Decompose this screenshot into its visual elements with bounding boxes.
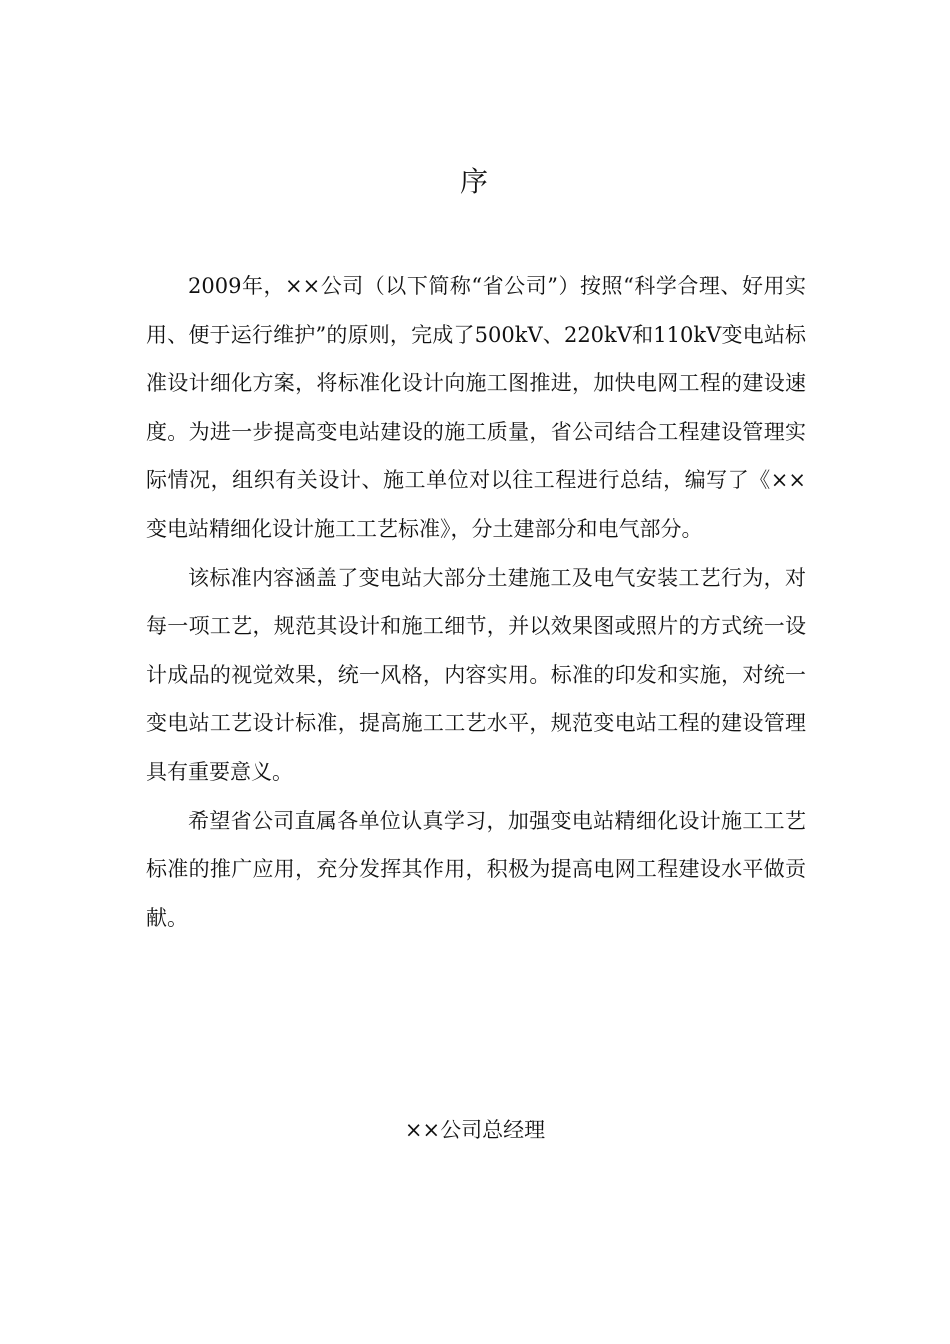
paragraph-2: 该标准内容涵盖了变电站大部分土建施工及电气安装工艺行为，对每一项工艺，规范其设计和施工细节，并以效果图或照片的方式统一设计成品的视觉效果，统一风格，内容实用。标准的印发和实施，对统一变电站工艺设计标准，提高施工工艺水平，规范变电站工程的建设管理具有重要意义。 [146,565,806,784]
signature: ××公司总经理 [404,1118,546,1142]
paragraph-1: 2009年，××公司（以下简称“省公司”）按照“科学合理、好用实用、便于运行维护”的原则，完成了500kV、220kV和110kV变电站标准设计细化方案，将标准化设计向施工图推进，加快电网工程的建设速度。为进一步提高变电站建设的施工质量，省公司结合工程建设管理实际情况，组织有关设计、施工单位对以往工程进行总结，编写了《××变电站精细化设计施工工艺标准》，分土建部分和电气部分。 [146,274,806,541]
paragraph-3: 希望省公司直属各单位认真学习，加强变电站精细化设计施工工艺标准的推广应用，充分发挥其作用，积极为提高电网工程建设水平做贡献。 [146,808,806,930]
page-title: 序 [459,165,490,198]
body-text [146,262,806,942]
